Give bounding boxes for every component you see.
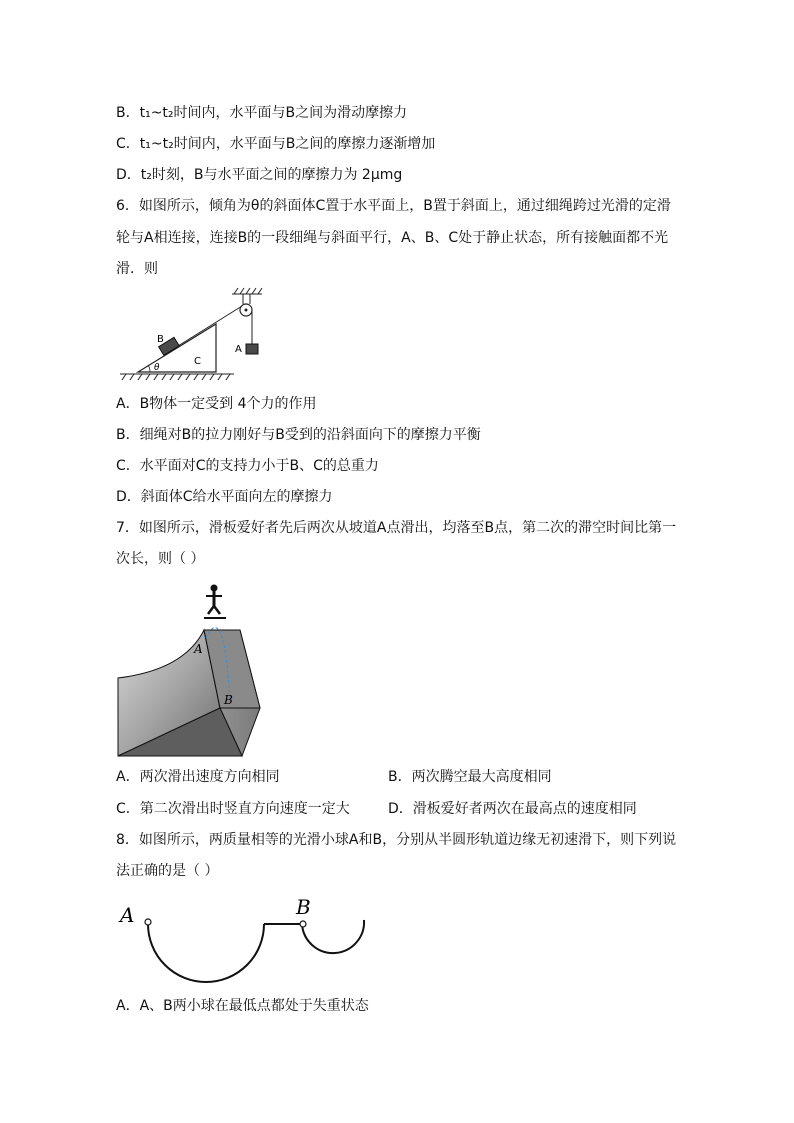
q6-option-a: A．B物体一定受到 4个力的作用	[116, 396, 317, 412]
q8-stem-line2: 法正确的是（ ）	[116, 863, 219, 879]
ball-a	[145, 919, 151, 925]
q6-stem-line3: 滑．则	[116, 261, 158, 277]
q7-skate-ramp-figure	[114, 580, 266, 762]
incline-c	[138, 324, 216, 372]
q5-option-d: D．t₂时刻，B与水平面之间的摩擦力为 2μmg	[116, 167, 403, 183]
q7-option-a: A．两次滑出速度方向相同	[116, 769, 280, 785]
q7-stem-line2: 次长，则（ ）	[116, 551, 205, 567]
ceiling-support	[232, 288, 262, 304]
q6-option-d: D．斜面体C给水平面向左的摩擦力	[116, 489, 333, 505]
q8-semicircle-tracks-figure	[114, 892, 374, 988]
q6-incline-pulley-figure	[110, 284, 270, 384]
q7-option-d: D．滑板爱好者两次在最高点的速度相同	[388, 801, 637, 817]
label-a: A	[194, 642, 203, 656]
label-a: A	[120, 903, 135, 927]
q7-option-b: B．两次腾空最大高度相同	[388, 769, 552, 785]
label-theta: θ	[154, 363, 160, 373]
q7-option-c: C．第二次滑出时竖直方向速度一定大	[116, 801, 350, 817]
skater-icon	[204, 585, 226, 618]
label-b: B	[157, 334, 164, 345]
q8-stem-line1: 8．如图所示，两质量相等的光滑小球A和B，分别从半圆形轨道边缘无初速滑下，则下列说	[116, 832, 677, 848]
ground	[120, 374, 234, 380]
label-b: B	[296, 895, 311, 919]
large-track	[148, 924, 264, 982]
block-a	[246, 344, 258, 354]
q5-option-c: C．t₁~t₂时间内，水平面与B之间的摩擦力逐渐增加	[116, 136, 436, 152]
q5-option-b: B．t₁~t₂时间内，水平面与B之间为滑动摩擦力	[116, 105, 408, 121]
label-c: C	[194, 356, 201, 367]
q6-option-b: B．细绳对B的拉力刚好与B受到的沿斜面向下的摩擦力平衡	[116, 427, 481, 443]
q6-stem-line1: 6．如图所示，倾角为θ的斜面体C置于水平面上，B置于斜面上，通过细绳跨过光滑的定滑	[116, 198, 671, 214]
small-track	[302, 920, 364, 953]
q6-option-c: C．水平面对C的支持力小于B、C的总重力	[116, 458, 379, 474]
label-b: B	[224, 693, 233, 707]
ball-b	[300, 921, 306, 927]
q7-stem-line1: 7．如图所示，滑板爱好者先后两次从坡道A点滑出，均落至B点，第二次的滞空时间比第一	[116, 520, 677, 536]
label-a: A	[235, 344, 242, 355]
q6-stem-line2: 轮与A相连接，连接B的一段细绳与斜面平行，A、B、C处于静止状态，所有接触面都不光	[116, 230, 669, 246]
q8-option-a: A．A、B两小球在最低点都处于失重状态	[116, 998, 369, 1014]
